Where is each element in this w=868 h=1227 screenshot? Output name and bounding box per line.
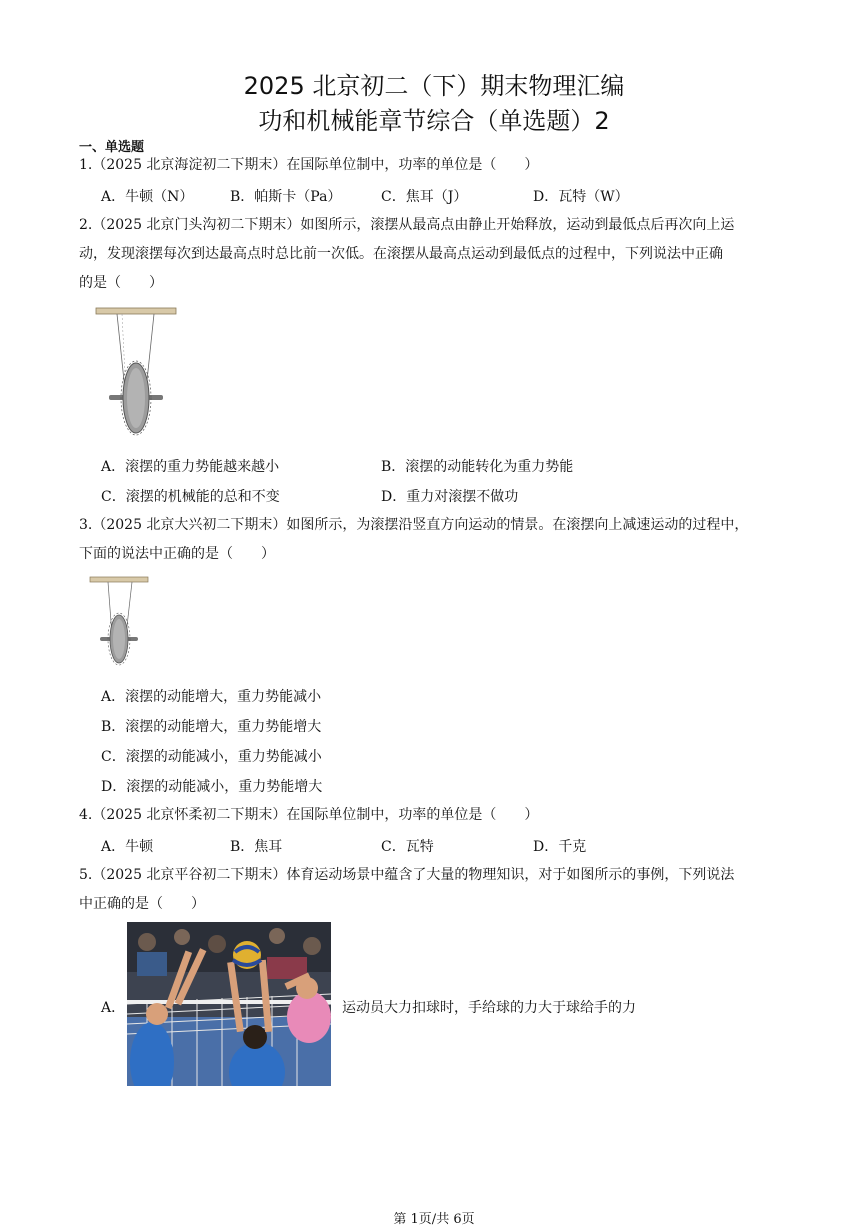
question-3-option-a: A．滚摆的动能增大，重力势能减小 — [101, 689, 322, 705]
question-3-option-c: C．滚摆的动能减小，重力势能减小 — [101, 749, 322, 765]
question-5-option-a-letter: A． — [101, 1000, 126, 1016]
maxwell-wheel-figure-large — [90, 305, 185, 440]
question-3-stem-line2: 下面的说法中正确的是（ ） — [79, 546, 275, 562]
question-1-option-b: B．帕斯卡（Pa） — [230, 189, 342, 205]
question-5-stem-line1: 5.（2025 北京平谷初二下期末）体育运动场景中蕴含了大量的物理知识，对于如图所示的事例，下列说法 — [79, 867, 735, 883]
document-title-line2: 功和机械能章节综合（单选题）2 — [258, 107, 610, 135]
question-4-option-d: D．千克 — [533, 839, 587, 855]
question-4-option-a: A．牛顿 — [101, 839, 154, 855]
question-3-option-b: B．滚摆的动能增大，重力势能增大 — [101, 719, 322, 735]
volleyball-spike-photo — [127, 922, 331, 1086]
question-5-option-a-text: 运动员大力扣球时，手给球的力大于球给手的力 — [342, 1000, 636, 1016]
question-3-option-d: D．滚摆的动能减小，重力势能增大 — [101, 779, 323, 795]
question-2-stem-line1: 2.（2025 北京门头沟初二下期末）如图所示，滚摆从最高点由静止开始释放，运动到最低点后再次向上运 — [79, 217, 735, 233]
page-number-footer: 第 1页/共 6页 — [393, 1212, 475, 1227]
question-2-option-d: D．重力对滚摆不做功 — [381, 489, 519, 505]
maxwell-wheel-figure-small — [88, 575, 152, 670]
question-4-stem: 4.（2025 北京怀柔初二下期末）在国际单位制中，功率的单位是（ ） — [79, 807, 539, 823]
question-2-option-c: C．滚摆的机械能的总和不变 — [101, 489, 280, 505]
question-1-stem: 1.（2025 北京海淀初二下期末）在国际单位制中，功率的单位是（ ） — [79, 157, 539, 173]
question-1-option-c: C．焦耳（J） — [381, 189, 468, 205]
question-1-option-a: A．牛顿（N） — [101, 189, 194, 205]
question-2-stem-line3: 的是（ ） — [79, 275, 163, 291]
question-3-stem-line1: 3.（2025 北京大兴初二下期末）如图所示，为滚摆沿竖直方向运动的情景。在滚摆向上减速运动的过程中， — [79, 517, 749, 533]
question-2-option-a: A．滚摆的重力势能越来越小 — [101, 459, 280, 475]
question-1-option-d: D．瓦特（W） — [533, 189, 629, 205]
section-heading: 一、单选题 — [79, 140, 145, 155]
question-2-stem-line2: 动，发现滚摆每次到达最高点时总比前一次低。在滚摆从最高点运动到最低点的过程中，下列说法中正确 — [79, 246, 723, 262]
question-4-option-b: B．焦耳 — [230, 839, 283, 855]
question-5-stem-line2: 中正确的是（ ） — [79, 896, 205, 912]
question-4-option-c: C．瓦特 — [381, 839, 434, 855]
question-2-option-b: B．滚摆的动能转化为重力势能 — [381, 459, 574, 475]
document-title-line1: 2025 北京初二（下）期末物理汇编 — [243, 72, 625, 100]
